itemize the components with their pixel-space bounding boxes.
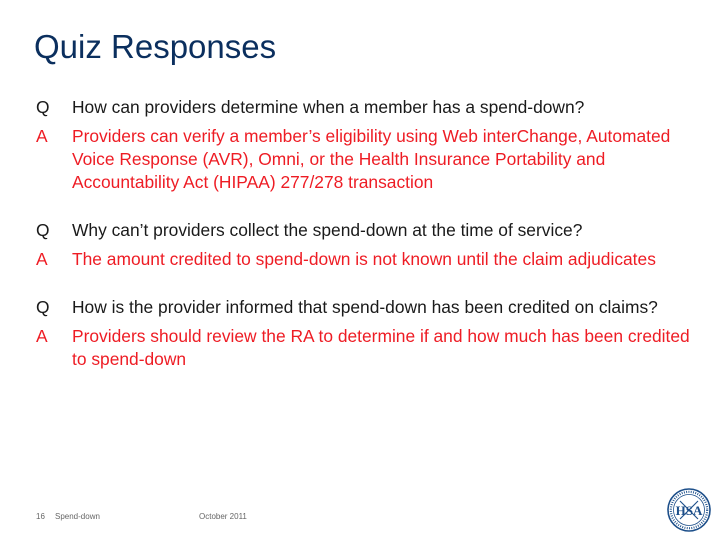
slide-title: Quiz Responses — [34, 28, 277, 65]
answer-row — [36, 248, 696, 271]
footer-topic: Spend-down — [55, 512, 100, 521]
seal-text: HSA — [675, 503, 703, 518]
answer-text: Providers can verify a member’s eligibility using Web interChange, Automated Voice Response (AVR), Omni, or the Health Insurance Portability and Accountability Act (HIPAA) 277/278 transaction — [72, 126, 671, 192]
question-text: Why can’t providers collect the spend-down at the time of service? — [72, 220, 583, 240]
qa-item — [36, 219, 696, 271]
answer-text: The amount credited to spend-down is not known until the claim adjudicates — [72, 249, 656, 269]
question-marker: Q — [36, 97, 50, 117]
qa-item — [36, 96, 696, 194]
organization-seal-logo — [667, 488, 711, 532]
answer-marker: A — [36, 249, 48, 269]
question-marker: Q — [36, 297, 50, 317]
question-text: How can providers determine when a member has a spend-down? — [72, 97, 585, 117]
question-text: How is the provider informed that spend-down has been credited on claims? — [72, 297, 658, 317]
answer-marker: A — [36, 126, 48, 146]
question-row — [36, 219, 696, 242]
qa-item — [36, 296, 696, 371]
question-marker: Q — [36, 220, 50, 240]
answer-text: Providers should review the RA to determine if and how much has been credited to spend-down — [72, 326, 690, 369]
answer-row — [36, 125, 696, 194]
question-row — [36, 96, 696, 119]
footer-date: October 2011 — [199, 512, 247, 521]
answer-marker: A — [36, 326, 48, 346]
question-row — [36, 296, 696, 319]
answer-row — [36, 325, 696, 371]
qa-list — [36, 96, 696, 371]
page-number: 16 — [36, 512, 45, 521]
